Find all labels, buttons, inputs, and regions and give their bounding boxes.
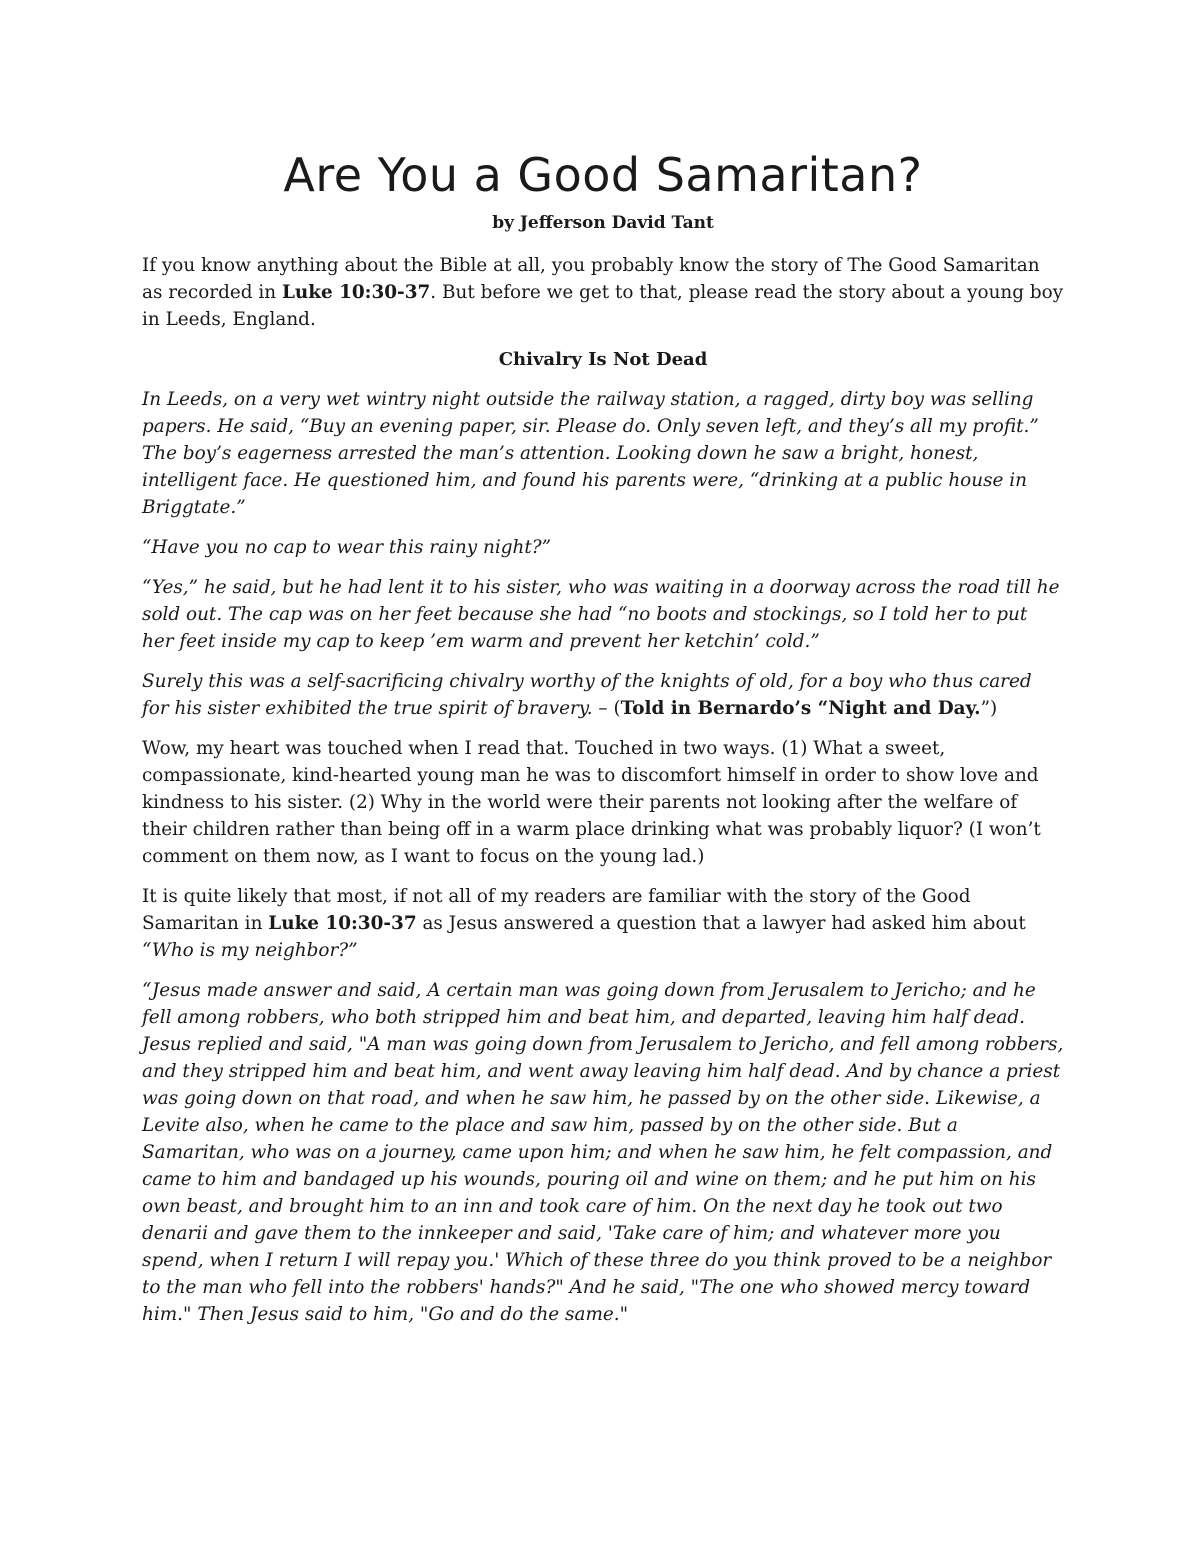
neighbor-question: “Who is my neighbor?”: [142, 940, 358, 961]
story-dash: – (: [592, 698, 621, 719]
section-heading: Chivalry Is Not Dead: [498, 349, 708, 370]
story-conclusion-text: Surely this was a self-sacrificing chivalry worthy of the knights of old, for a boy who thus cared for his sister exhibited the true spirit of bravery.: [142, 671, 1032, 719]
story-question: “Have you no cap to wear this rainy night?”: [142, 537, 551, 558]
intro-text-end: . But before we get to that, please read the story about a young boy in Leeds, England.: [142, 282, 1064, 330]
story-paragraph: In Leeds, on a very wet wintry night outside the railway station, a ragged, dirty boy was selling papers. He said, “Buy an evening paper, sir. Please do. Only seven left, and they’s all my profit.” The boy’s eagerness arrested the man’s attention. Looking down he saw a bright, honest, intelligent face. He questioned him, and found his parents were, “drinking at a public house in Briggtate.”: [142, 389, 1039, 518]
page-title: Are You a Good Samaritan?: [283, 148, 923, 202]
samaritan-intro-paragraph: [142, 883, 1064, 964]
intro-text: If you know anything about the Bible at all, you probably know the story of The Good Samaritan as recorded in: [142, 255, 1040, 303]
story-source: Told in Bernardo’s “Night and Day.: [620, 698, 981, 719]
story-conclusion: [142, 668, 1064, 722]
reflection-paragraph: Wow, my heart was touched when I read that. Touched in two ways. (1) What a sweet, compassionate, kind-hearted young man he was to discomfort himself in order to show love and kindness to his sister. (2) Why in the world were their parents not looking after the welfare of their children rather than being off in a warm place drinking what was probably liquor? (I won’t comment on them now, as I want to focus on the young lad.): [142, 738, 1041, 867]
scripture-reference-2: Luke 10:30-37: [268, 913, 417, 934]
scripture-reference: Luke 10:30-37: [281, 282, 431, 303]
story-source-end: ”): [980, 698, 998, 719]
scripture-quote: “Jesus made answer and said, A certain man was going down from Jerusalem to Jericho; and he fell among robbers, who both stripped him and beat him, and departed, leaving him half dead. Jesus replied and said, "A man was going down from Jerusalem to Jericho, and fell among robbers, and they stripped him and beat him, and went away leaving him half dead. And by chance a priest was going down on that road, and when he saw him, he passed by on the other side. Likewise, a Levite also, when he came to the place and saw him, passed by on the other side. But a Samaritan, who was on a journey, came upon him; and when he saw him, he felt compassion, and came to him and bandaged up his wounds, pouring oil and wine on them; and he put him on his own beast, and brought him to an inn and took care of him. On the next day he took out two denarii and gave them to the innkeeper and said, 'Take care of him; and whatever more you spend, when I return I will repay you.' Which of these three do you think proved to be a neighbor to the man who fell into the robbers' hands?" And he said, "The one who showed mercy toward him." Then Jesus said to him, "Go and do the same.": [142, 980, 1064, 1325]
document-page: [142, 140, 1064, 1341]
intro-paragraph: [142, 252, 1064, 333]
story-answer: “Yes,” he said, but he had lent it to his sister, who was waiting in a doorway across the road till he sold out. The cap was on her feet because she had “no boots and stockings, so I told her to put her feet inside my cap to keep ’em warm and prevent her ketchin’ cold.”: [142, 577, 1060, 652]
samaritan-intro-mid: as Jesus answered a question that a lawyer had asked him about: [416, 913, 1026, 934]
author-byline: by Jefferson David Tant: [492, 213, 714, 233]
samaritan-intro-text: It is quite likely that most, if not all of my readers are familiar with the story of the Good Samaritan in: [142, 886, 971, 934]
